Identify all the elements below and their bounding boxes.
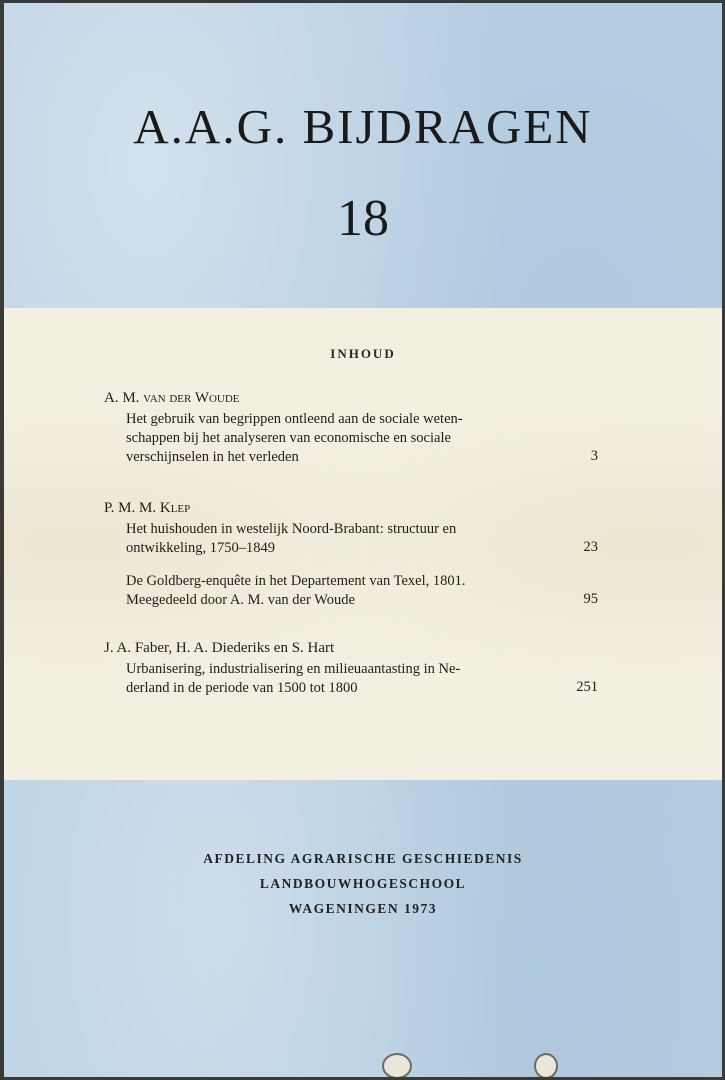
cover-title: A.A.G. BIJDRAGEN [133, 99, 593, 154]
publisher-line-2: LANDBOUWHOGESCHOOL [259, 876, 467, 891]
entry-3-line-1: De Goldberg-enquête in het Departement van Texel, 1801. [126, 573, 466, 589]
entry-4-authors: J. A. Faber, H. A. Diederiks en S. Hart [104, 640, 335, 656]
entry-1-title [126, 410, 566, 467]
entry-2-author-initials: P. M. M. [104, 500, 157, 516]
entry-1-author [104, 390, 240, 407]
entry-4-line-1: Urbanisering, industrialisering en milieuaantasting in Ne- [126, 661, 461, 677]
entry-4-title [126, 660, 566, 698]
sticker-mark-right [534, 1053, 558, 1077]
contents-band [4, 308, 722, 780]
entry-2-line-2: ontwikkeling, 1750–1849 [126, 540, 276, 556]
contents-heading: INHOUD [330, 346, 396, 361]
entry-1-line-3: verschijnselen in het verleden [126, 449, 299, 465]
entry-1-author-name: van der Woude [143, 390, 240, 406]
entry-2-author [104, 500, 190, 517]
entry-3-page: 95 [583, 591, 598, 607]
entry-1-line-2: schappen bij het analyseren van economische en sociale [126, 430, 451, 446]
entry-1-page: 3 [590, 448, 598, 464]
entry-1-author-initials: A. M. [104, 390, 140, 406]
entry-2-author-name: Klep [159, 500, 191, 516]
entry-4-line-2: derland in de periode van 1500 tot 1800 [126, 680, 358, 696]
entry-3-title [126, 572, 566, 610]
book-cover [4, 3, 722, 1077]
sticker-mark-left [382, 1053, 412, 1077]
entry-3-line-2: Meegedeeld door A. M. van der Woude [126, 592, 355, 608]
volume-number: 18 [337, 190, 389, 247]
entry-4-page: 251 [576, 679, 598, 695]
entry-2-page: 23 [583, 539, 598, 555]
entry-2-title [126, 520, 566, 558]
entry-1-line-1: Het gebruik van begrippen ontleend aan de sociale weten- [126, 411, 463, 427]
publisher-line-1: AFDELING AGRARISCHE GESCHIEDENIS [203, 851, 523, 866]
entry-2-line-1: Het huishouden in westelijk Noord-Brabant: structuur en [126, 521, 457, 537]
publisher-line-3: WAGENINGEN 1973 [288, 901, 438, 916]
